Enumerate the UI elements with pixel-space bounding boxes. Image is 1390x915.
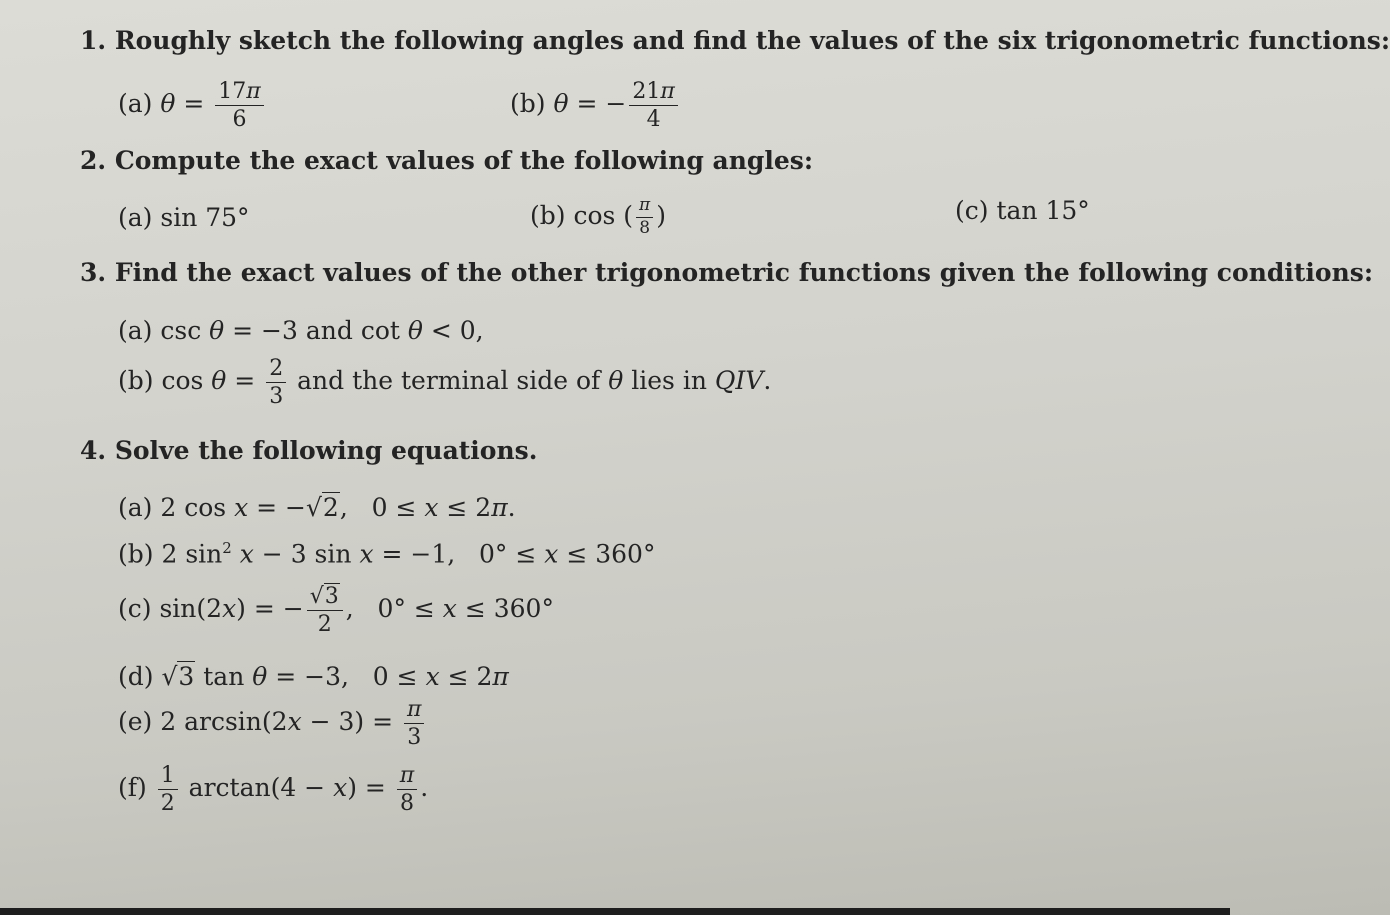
problem-2a: (a) sin 75° [118,203,250,232]
problem-4e: (e) 2 arcsin(2x − 3) = $\frac{\pi}{3}$ [118,698,427,749]
problem-3-heading: 3. Find the exact values of the other trigonometric functions given the following conditions: [80,258,1374,287]
problem-2-heading: 2. Compute the exact values of the following angles: [80,146,814,175]
problem-2b: (b) cos ( $\frac{\pi}{8}$ ) [530,195,666,238]
problem-4f: (f) $\frac{1}{2}$ arctan(4 − x) = $\frac{\pi}{8}$ . [118,763,429,817]
problem-3a: (a) csc θ = −3 and cot θ < 0, [118,316,484,345]
problem-1b: (b) θ = − $\frac{21\pi}{4}$ [510,80,681,131]
problem-4b: (b) 2 $\sin^2 x - 3$ sin x = −1, 0° ≤ x ≤ 360° [118,539,656,569]
problem-2c: (c) tan 15° [955,196,1090,225]
problem-4d: (d) √3 tan θ = −3, 0 ≤ x ≤ 2π [118,662,509,691]
problem-4-heading: 4. Solve the following equations. [80,436,538,465]
page-bottom-edge [0,908,1230,915]
problem-1-heading: 1. Roughly sketch the following angles and find the values of the six trigonometric functions: [80,26,1390,55]
problem-3b: (b) cos θ = $\frac{2}{3}$ and the terminal side of θ lies in QIV. [118,356,772,410]
problem-1a: (a) θ = $\frac{17\pi}{6}$ [118,80,267,131]
problem-4a: (a) 2 cos x = −√2, 0 ≤ x ≤ 2π. [118,493,516,522]
problem-4c: (c) sin(2x) = − $\frac{√3}{2}$ , 0° ≤ x ≤ 360° [118,584,554,638]
